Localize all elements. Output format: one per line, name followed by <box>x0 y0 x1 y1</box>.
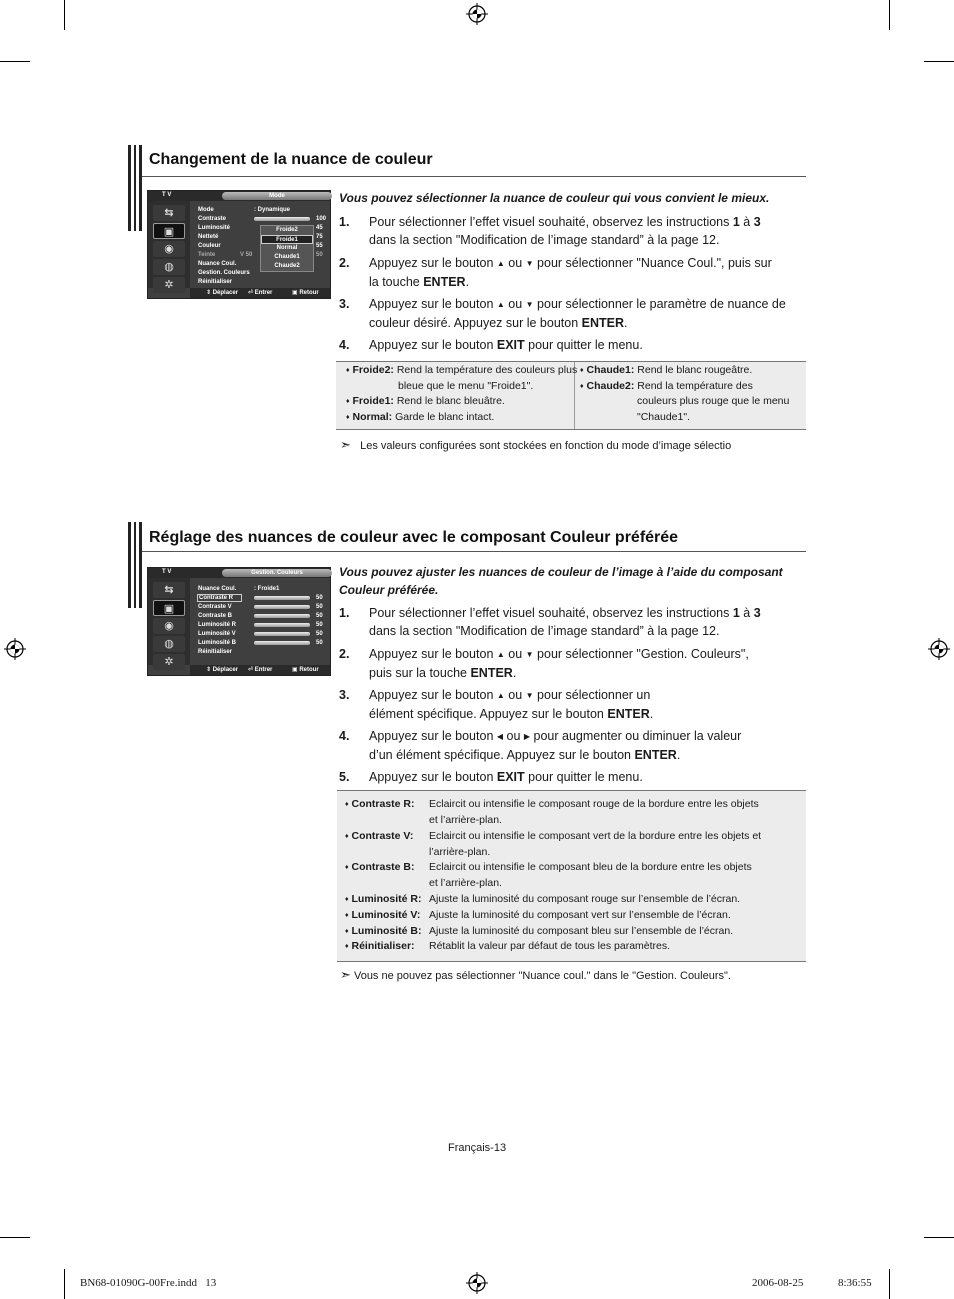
step-text: ou <box>504 647 526 661</box>
step-4 <box>339 336 809 354</box>
tv-row: Nuance Coul. <box>198 586 237 592</box>
step-text: . <box>624 316 628 330</box>
bullet-icon: ♦ <box>346 414 350 421</box>
step-text: Appuyez sur le bouton <box>369 770 497 784</box>
tv-slider <box>254 641 310 645</box>
input-icon: ⇆ <box>153 205 185 221</box>
intro-line: Couleur préférée. <box>339 583 439 597</box>
step-text: Appuyez sur le bouton <box>369 688 497 702</box>
option-key: Réinitialiser: <box>351 940 415 952</box>
crop-mark <box>924 61 954 62</box>
tv-label: T V <box>162 192 172 198</box>
key-label: EXIT <box>496 338 525 352</box>
step-ref: 3 <box>753 606 761 620</box>
tv-footer-return: Retour <box>299 667 319 673</box>
step-text: dans la section "Modification de l’image standard” à la page 12. <box>369 624 720 638</box>
intro-line: Vous pouvez ajuster les nuances de couleur de l’image à l’aide du composant <box>339 565 783 579</box>
input-icon: ⇆ <box>153 582 185 598</box>
step-2 <box>339 645 809 681</box>
note <box>340 437 731 453</box>
step-text: . <box>676 748 681 762</box>
tv-row: Gestion. Couleurs <box>198 270 250 276</box>
option-desc: Rend la température des <box>637 380 753 392</box>
note <box>340 967 731 983</box>
crop-mark <box>0 61 30 62</box>
step-number: 5. <box>339 770 350 784</box>
crop-mark <box>924 1237 954 1238</box>
step-text: pour augmenter ou diminuer la valeur <box>530 729 742 743</box>
tv-popup-item: Chaude2 <box>274 263 300 269</box>
bullet-icon: ♦ <box>345 896 349 903</box>
step-text: pour sélectionner un <box>533 688 651 702</box>
option-key: Froide2: <box>352 364 394 376</box>
option-desc: Ajuste la luminosité du composant bleu sur l’ensemble de l’écran. <box>429 925 734 937</box>
bullet-icon: ♦ <box>345 801 349 808</box>
key-label: ENTER <box>634 748 677 762</box>
tv-row: Contraste V <box>198 604 232 610</box>
tv-value: 50 <box>316 252 323 258</box>
registration-mark-icon <box>466 1272 488 1294</box>
step-1 <box>339 213 809 249</box>
option-item <box>345 860 415 876</box>
option-desc: et l’arrière-plan. <box>429 814 502 826</box>
arrow-right-icon: ▶ <box>523 732 531 741</box>
options-box <box>336 361 806 430</box>
step-3 <box>339 295 809 331</box>
step-text: pour quitter le menu. <box>524 770 643 784</box>
section-intro: Vous pouvez sélectionner la nuance de couleur qui vous convient le mieux. <box>339 191 770 205</box>
option-item <box>580 363 752 379</box>
step-text: pour sélectionner le paramètre de nuance de <box>533 297 786 311</box>
registration-mark-icon <box>466 3 488 25</box>
channel-icon: ◍ <box>153 636 185 652</box>
tv-menu-tab: Mode <box>222 192 332 200</box>
step-text: Pour sélectionner l’effet visuel souhaité, observez les instructions <box>369 606 733 620</box>
tv-popup-item: Normal <box>276 245 298 251</box>
picture-icon: ▣ <box>153 600 185 616</box>
key-label: ENTER <box>423 275 466 289</box>
tv-row: Netteté <box>198 234 219 240</box>
tv-value: 45 <box>316 225 323 231</box>
arrow-up-icon: ▲ <box>496 300 505 309</box>
step-number: 3. <box>339 688 350 702</box>
option-desc: et l’arrière-plan. <box>429 877 502 889</box>
tv-popup-item: Froide2 <box>276 227 298 233</box>
tv-footer: ⇕ Déplacer ⏎ Entrer ▣ Retour <box>190 288 330 298</box>
step-text: élément spécifique. Appuyez sur le bouton <box>369 707 608 721</box>
option-key: Normal: <box>352 411 393 423</box>
step-ref: 3 <box>753 215 761 229</box>
tv-value: V 50 <box>240 252 253 258</box>
step-ref: 1 <box>732 215 740 229</box>
bullet-icon: ♦ <box>346 398 350 405</box>
option-desc: couleurs plus rouge que le menu <box>637 395 790 407</box>
tv-value: 50 <box>316 604 323 610</box>
option-desc: Rend la température des couleurs plus <box>396 364 578 376</box>
section-title: Réglage des nuances de couleur avec le composant Couleur préférée <box>149 529 679 546</box>
step-text: Appuyez sur le bouton <box>369 256 497 270</box>
note-text: Les valeurs configurées sont stockées en fonction du mode d’image sélectio <box>360 440 732 452</box>
option-key: Contraste R: <box>351 798 415 810</box>
tv-value: : Dynamique <box>254 207 291 213</box>
arrow-down-icon: ▼ <box>525 650 534 659</box>
key-label: ENTER <box>470 666 513 680</box>
registration-mark-icon <box>928 638 950 660</box>
bullet-icon: ♦ <box>345 833 349 840</box>
tv-value: 50 <box>316 613 323 619</box>
option-item <box>345 797 415 813</box>
option-key: Luminosité R: <box>351 893 422 905</box>
picture-icon: ▣ <box>153 223 185 239</box>
step-text: pour quitter le menu. <box>524 338 643 352</box>
option-desc: l’arrière-plan. <box>429 846 491 858</box>
tv-row: Réinitialiser <box>198 649 233 655</box>
step-text: Pour sélectionner l’effet visuel souhaité, observez les instructions <box>369 215 733 229</box>
option-item <box>346 363 577 379</box>
key-label: ENTER <box>607 707 650 721</box>
bullet-icon: ♦ <box>346 367 350 374</box>
registration-mark-icon <box>4 638 26 660</box>
options-box <box>337 790 806 962</box>
tv-value: 50 <box>316 640 323 646</box>
page-number: Français-13 <box>448 1142 507 1154</box>
note-arrow-icon: ➣ <box>340 437 351 452</box>
file-slug: BN68-01090G-00Fre.indd 13 <box>80 1277 217 1289</box>
step-number: 2. <box>339 256 350 270</box>
tv-footer-enter: Entrer <box>254 667 273 673</box>
option-key: Froide1: <box>352 395 394 407</box>
option-desc: Eclaircit ou intensifie le composant rouge de la bordure entre les objets <box>429 798 759 810</box>
step-number: 4. <box>339 729 350 743</box>
tv-row: Luminosité B <box>198 640 237 646</box>
step-text: à <box>739 606 754 620</box>
option-desc: Eclaircit ou intensifie le composant bleu de la bordure entre les objets <box>429 861 752 873</box>
arrow-down-icon: ▼ <box>525 300 534 309</box>
step-number: 3. <box>339 297 350 311</box>
tv-value: : Froide1 <box>254 586 280 592</box>
step-ref: 1 <box>732 606 740 620</box>
bullet-icon: ♦ <box>345 864 349 871</box>
step-5 <box>339 768 809 786</box>
setup-icon: ✲ <box>153 654 185 670</box>
option-item <box>346 410 494 426</box>
tv-footer-move: Déplacer <box>212 290 239 296</box>
tv-popup-item: Chaude1 <box>274 254 300 260</box>
bullet-icon: ♦ <box>580 383 584 390</box>
key-label: ENTER <box>581 316 625 330</box>
option-desc: Ajuste la luminosité du composant vert sur l’ensemble de l’écran. <box>429 909 731 921</box>
tv-row: Contraste R <box>198 595 241 601</box>
tv-slider <box>254 632 310 636</box>
tv-footer: ⇕ Déplacer ⏎ Entrer ▣ Retour <box>190 665 330 675</box>
slug-time: 8:36:55 <box>838 1277 872 1289</box>
tv-value: 100 <box>316 216 327 222</box>
option-key: Contraste B: <box>351 861 415 873</box>
tv-value: 75 <box>316 234 323 240</box>
arrow-down-icon: ▼ <box>525 259 534 268</box>
step-text: pour sélectionner "Nuance Coul.", puis sur <box>533 256 772 270</box>
section-rule <box>142 551 806 552</box>
section-rule <box>142 176 806 177</box>
tv-row: Mode <box>198 207 214 213</box>
section-marker <box>128 522 142 608</box>
tv-row: Teinte <box>198 252 216 258</box>
tv-slider <box>254 217 310 221</box>
option-item <box>345 908 420 924</box>
arrow-left-icon: ◀ <box>496 732 504 741</box>
step-2 <box>339 254 809 290</box>
tv-slider <box>254 614 310 618</box>
crop-mark <box>889 0 890 30</box>
tv-popup-list <box>260 225 314 272</box>
option-item <box>346 394 505 410</box>
step-text: ou <box>504 256 526 270</box>
arrow-up-icon: ▲ <box>496 650 505 659</box>
step-number: 1. <box>339 215 350 229</box>
step-4 <box>339 727 809 763</box>
tv-value: 55 <box>316 243 323 249</box>
tv-menu-screenshot <box>147 567 331 676</box>
arrow-up-icon: ▲ <box>496 691 505 700</box>
option-key: Luminosité V: <box>351 909 421 921</box>
tv-slider <box>254 605 310 609</box>
crop-mark <box>0 1237 30 1238</box>
tv-value: 50 <box>316 622 323 628</box>
step-text: Appuyez sur le bouton <box>369 338 497 352</box>
step-text: pour sélectionner "Gestion. Couleurs", <box>533 647 749 661</box>
step-text: dans la section "Modification de l’image standard” à la page 12. <box>369 233 720 247</box>
bullet-icon: ♦ <box>345 928 349 935</box>
tv-row: Luminosité <box>198 225 231 231</box>
step-text: couleur désiré. Appuyez sur le bouton <box>369 316 582 330</box>
option-key: Contraste V: <box>351 830 414 842</box>
option-desc: Ajuste la luminosité du composant rouge sur l’ensemble de l’écran. <box>429 893 741 905</box>
crop-mark <box>64 1269 65 1299</box>
slug-date: 2006-08-25 <box>752 1277 804 1289</box>
tv-value: 50 <box>316 631 323 637</box>
step-3 <box>339 686 809 722</box>
tv-row: Luminosité R <box>198 622 237 628</box>
step-number: 4. <box>339 338 350 352</box>
tv-slider <box>254 623 310 627</box>
note-text: Vous ne pouvez pas sélectionner "Nuance coul." dans le "Gestion. Couleurs". <box>353 970 731 982</box>
option-item <box>345 924 422 940</box>
step-text: Appuyez sur le bouton <box>369 647 497 661</box>
tv-row: Couleur <box>198 243 221 249</box>
step-text: . <box>465 275 470 289</box>
tv-menu-tab: Gestion. Couleurs <box>222 569 332 577</box>
step-text: Appuyez sur le bouton <box>369 729 497 743</box>
note-arrow-icon: ➣ <box>340 967 351 982</box>
tv-label: T V <box>162 569 172 575</box>
sound-icon: ◉ <box>153 618 185 634</box>
bullet-icon: ♦ <box>580 367 584 374</box>
option-desc: Eclaircit ou intensifie le composant vert de la bordure entre les objets et <box>429 830 762 842</box>
tv-footer-return: Retour <box>299 290 319 296</box>
setup-icon: ✲ <box>153 277 185 293</box>
tv-row: Luminosité V <box>198 631 236 637</box>
step-text: Appuyez sur le bouton <box>369 297 497 311</box>
option-key: Luminosité B: <box>351 925 422 937</box>
option-key: Chaude1: <box>586 364 635 376</box>
tv-footer-move: Déplacer <box>212 667 239 673</box>
option-desc: Rétablit la valeur par défaut de tous les paramètres. <box>429 940 671 952</box>
option-item <box>345 892 422 908</box>
step-number: 2. <box>339 647 350 661</box>
option-key: Chaude2: <box>586 380 635 392</box>
tv-row: Réinitialiser <box>198 279 233 285</box>
option-item <box>580 379 753 395</box>
option-desc: Rend le blanc bleuâtre. <box>396 395 505 407</box>
sound-icon: ◉ <box>153 241 185 257</box>
step-text: . <box>649 707 654 721</box>
tv-row: Nuance Coul. <box>198 261 237 267</box>
step-1 <box>339 604 809 640</box>
step-text: ou <box>503 729 524 743</box>
tv-footer-enter: Entrer <box>254 290 273 296</box>
arrow-up-icon: ▲ <box>496 259 505 268</box>
option-item <box>345 939 415 955</box>
option-desc: "Chaude1". <box>637 411 690 423</box>
bullet-icon: ♦ <box>345 943 349 950</box>
option-desc: bleue que le menu "Froide1". <box>398 380 534 392</box>
tv-slider <box>254 596 310 600</box>
step-text: à <box>739 215 754 229</box>
tv-popup-item: Froide1 <box>261 235 313 244</box>
bullet-icon: ♦ <box>345 912 349 919</box>
step-text: ou <box>504 688 526 702</box>
step-text: . <box>512 666 517 680</box>
tv-value: 50 <box>316 595 323 601</box>
step-text: la touche <box>369 275 424 289</box>
section-title: Changement de la nuance de couleur <box>149 151 433 168</box>
option-desc: Rend le blanc rougeâtre. <box>637 364 753 376</box>
step-text: d’un élément spécifique. Appuyez sur le bouton <box>369 748 635 762</box>
arrow-down-icon: ▼ <box>525 691 534 700</box>
channel-icon: ◍ <box>153 259 185 275</box>
step-number: 1. <box>339 606 350 620</box>
option-desc: Garde le blanc intact. <box>395 411 495 423</box>
option-item <box>345 829 413 845</box>
tv-menu-screenshot <box>147 190 331 299</box>
tv-row: Contraste <box>198 216 227 222</box>
key-label: EXIT <box>496 770 525 784</box>
crop-mark <box>889 1269 890 1299</box>
step-text: puis sur la touche <box>369 666 471 680</box>
section-intro <box>339 563 783 599</box>
section-marker <box>128 145 142 231</box>
crop-mark <box>64 0 65 30</box>
step-text: ou <box>504 297 526 311</box>
tv-row: Contraste B <box>198 613 233 619</box>
